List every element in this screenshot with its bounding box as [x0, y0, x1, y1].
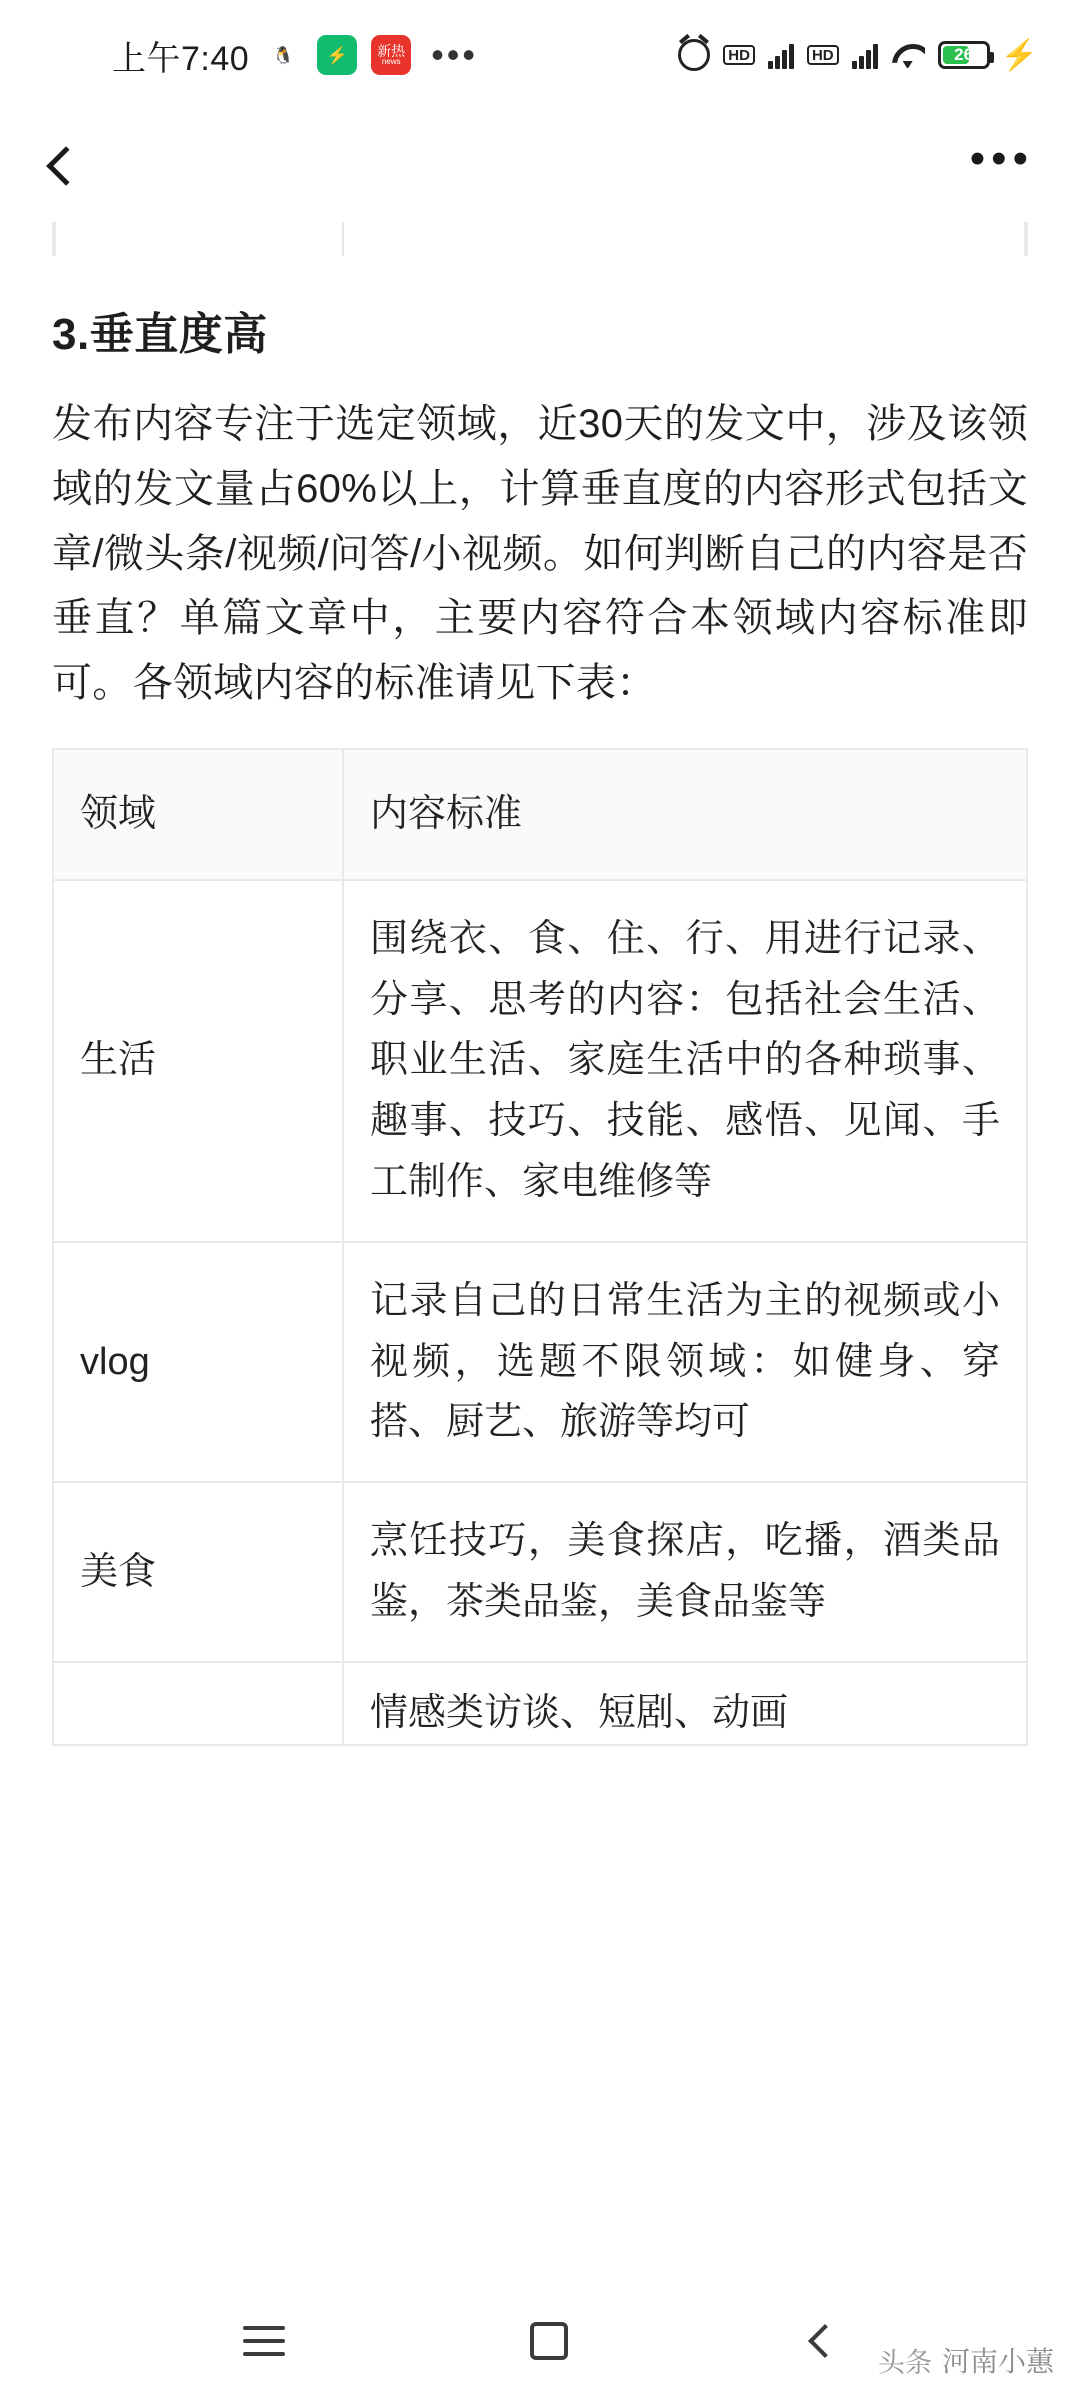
- table-cell-standard: 情感类访谈、短剧、动画: [343, 1662, 1027, 1745]
- table-row: [53, 1662, 1027, 1745]
- battery-percent: 26: [954, 45, 974, 64]
- app-navbar: [0, 110, 1080, 222]
- article-paragraph: 发布内容专注于选定领域，近30天的发文中，涉及该领域的发文量占60%以上，计算垂直度的内容形式包括文章/微头条/视频/问答/小视频。如何判断自己的内容是否垂直？单篇文章中，主要内容符合本领域内容标准即可。各领域内容的标准请见下表：: [52, 402, 1028, 706]
- table-cell-standard: 记录自己的日常生活为主的视频或小视频，选题不限领域：如健身、穿搭、厨艺、旅游等均可: [343, 1242, 1027, 1482]
- qq-icon: 🐧: [263, 35, 303, 75]
- table-row: [53, 1242, 1027, 1482]
- news-badge-sub: news: [381, 57, 401, 66]
- previous-table-fragment: [52, 222, 1028, 256]
- table-header-standard: 内容标准: [343, 749, 1027, 880]
- table-row: [53, 880, 1027, 1242]
- news-badge-label: 新热: [377, 43, 406, 59]
- table-header-row: [53, 749, 1027, 880]
- green-app-icon: ⚡: [317, 35, 357, 75]
- table-cell-standard: 烹饪技巧，美食探店，吃播，酒类品鉴，茶类品鉴，美食品鉴等: [343, 1482, 1027, 1662]
- status-bar: [0, 0, 1080, 110]
- table-cell-domain: vlog: [53, 1242, 343, 1482]
- wifi-icon: [891, 42, 925, 68]
- table-row: [53, 1482, 1027, 1662]
- home-icon[interactable]: [530, 2322, 568, 2360]
- more-options-icon[interactable]: •••: [969, 134, 1034, 184]
- hd-label-icon-1: HD: [723, 45, 755, 65]
- news-app-icon: [371, 35, 411, 75]
- toutiao-logo-icon: 头条: [877, 2347, 932, 2378]
- back-chevron-icon[interactable]: [46, 146, 86, 186]
- table-header-domain: 领域: [53, 749, 343, 880]
- signal-bars-icon-1: [768, 41, 794, 69]
- domain-standards-table: [52, 748, 1028, 1746]
- table-cell-domain: 生活: [53, 880, 343, 1242]
- table-cell-domain: [53, 1662, 343, 1745]
- alarm-icon: [678, 39, 710, 71]
- recents-icon[interactable]: [243, 2317, 285, 2365]
- watermark-author: 河南小蕙: [941, 2346, 1054, 2377]
- hd-label-icon-2: HD: [807, 45, 839, 65]
- table-cell-standard: 围绕衣、食、住、行、用进行记录、分享、思考的内容：包括社会生活、职业生活、家庭生活中的各种琐事、趣事、技巧、技能、感悟、见闻、手工制作、家电维修等: [343, 880, 1027, 1242]
- status-overflow-dots: •••: [431, 34, 478, 76]
- article-content: [0, 222, 1080, 1746]
- status-time: 上午7:40: [112, 39, 250, 78]
- system-back-icon[interactable]: [808, 2324, 842, 2358]
- status-bar-right: [678, 38, 1038, 73]
- battery-icon: [938, 41, 990, 69]
- table-cell-domain: 美食: [53, 1482, 343, 1662]
- charging-bolt-icon: ⚡: [1000, 38, 1038, 72]
- page-title: 3.垂直度高: [52, 310, 268, 359]
- previous-table-cell-left: [54, 222, 344, 256]
- previous-table-cell-right: [344, 222, 1026, 256]
- signal-bars-icon-2: [852, 41, 878, 69]
- status-bar-left: [112, 31, 478, 80]
- watermark: [878, 2340, 1054, 2380]
